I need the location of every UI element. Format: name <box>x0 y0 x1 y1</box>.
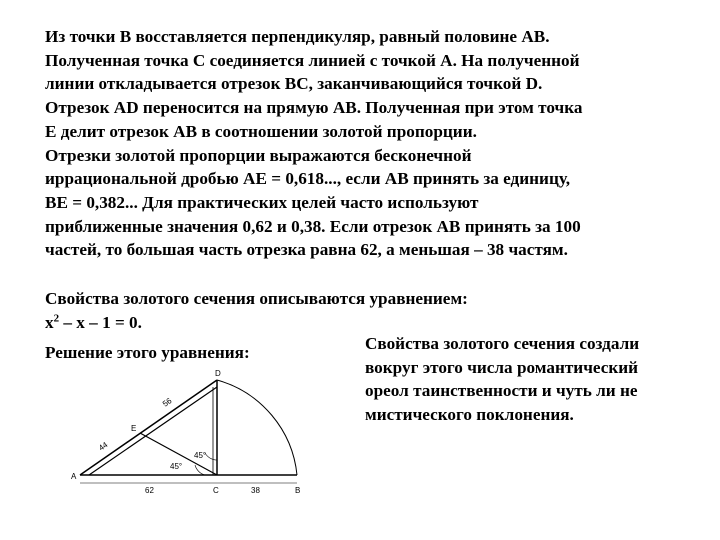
equation-exponent: 2 <box>53 311 60 324</box>
equation-rest: – x – 1 = 0. <box>59 312 142 332</box>
point-label-d: D <box>215 369 221 378</box>
text-line: приближенные значения 0,62 и 0,38. Если отрезок AB принять за 100 <box>45 216 581 236</box>
solution-label: Решение этого уравнения: <box>45 343 250 362</box>
point-label-a: A <box>71 472 77 481</box>
paragraph-equation <box>45 287 685 334</box>
segment-ad <box>80 380 217 475</box>
parallel-line <box>89 387 217 475</box>
text-line: иррациональной дробью AE = 0,618..., если AB принять за единицу, <box>45 169 571 189</box>
text-line: мистического поклонения. <box>365 405 574 425</box>
text-line: Из точки B восставляется перпендикуляр, равный половине AB. <box>45 27 550 46</box>
arc-d-to-b <box>217 380 297 475</box>
point-label-b: B <box>295 486 301 495</box>
point-label-c: C <box>213 486 219 495</box>
equation-variable: x <box>45 312 54 332</box>
golden-section-diagram <box>65 365 350 505</box>
text-line: Отрезки золотой пропорции выражаются бесконечной <box>45 145 472 165</box>
text-line: Отрезок AD переносится на прямую AB. Полученная при этом точка <box>45 98 583 118</box>
measure-label-38: 38 <box>251 486 260 495</box>
measure-label-45-lower: 45° <box>170 462 183 471</box>
paragraph-golden-section-construction <box>45 25 685 262</box>
text-line: ореол таинственности и чуть ли не <box>365 381 638 401</box>
angle-arc-upper <box>205 453 217 460</box>
text-line: BE = 0,382... Для практических целей часто используют <box>45 192 479 212</box>
measure-label-45-upper: 45° <box>194 451 207 460</box>
text-line: Свойства золотого сечения описываются уравнением: <box>45 289 468 308</box>
text-line: частей, то большая часть отрезка равна 62, а меньшая – 38 частям. <box>45 240 568 260</box>
paragraph-mystique <box>365 332 695 427</box>
measure-label-44: 44 <box>96 440 110 453</box>
text-line: E делит отрезок AB в соотношении золотой пропорции. <box>45 121 477 141</box>
text-line: Свойства золотого сечения создали <box>365 334 640 353</box>
point-label-e: E <box>131 424 137 433</box>
equation <box>45 311 685 335</box>
measure-label-62: 62 <box>145 486 154 495</box>
measure-label-56: 56 <box>160 396 174 409</box>
angle-arc-lower <box>195 465 205 475</box>
text-line: Полученная точка C соединяется линией с точкой A. На полученной <box>45 50 580 70</box>
text-line: вокруг этого числа романтический <box>365 357 639 377</box>
text-line: линии откладывается отрезок BC, заканчивающийся точкой D. <box>45 74 543 94</box>
